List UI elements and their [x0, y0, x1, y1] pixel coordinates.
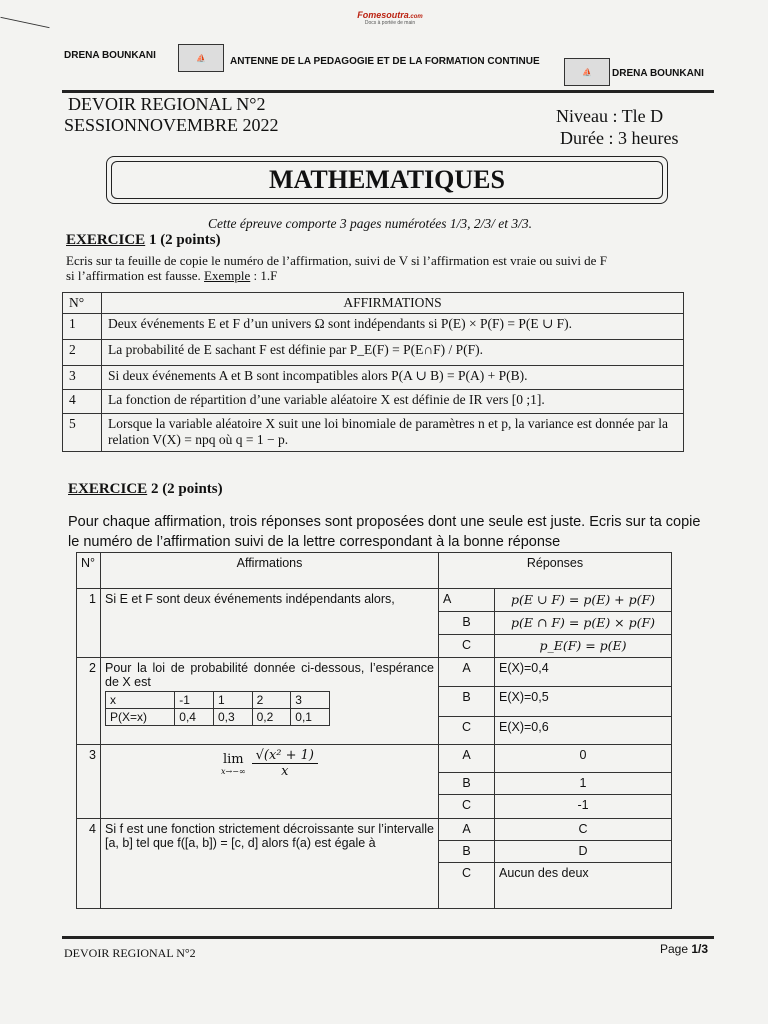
ex1-row-text: Deux événements E et F d’un univers Ω sont indépendants si P(E) × P(F) = P(E ∪ F). — [102, 314, 684, 340]
q2-r4: 0,1 — [291, 709, 330, 726]
footer-rule — [62, 936, 714, 939]
q2-law-table — [105, 691, 330, 726]
exam-niveau: Niveau : Tle D — [556, 106, 664, 126]
q3-a-text: 0 — [495, 745, 672, 773]
ministry-logo-icon: ⛵ — [178, 44, 224, 72]
ex1-row-text: Si deux événements A et B sont incompatibles alors P(A ∪ B) = P(A) + P(B). — [102, 366, 684, 390]
brand-domain: .com — [408, 14, 423, 20]
footer-page-number: 1/3 — [691, 942, 709, 956]
q3-cell — [101, 745, 439, 819]
scan-mark — [0, 17, 49, 28]
q2-text: Pour la loi de probabilité donnée ci-dessous, l’espérance de X est — [105, 661, 434, 689]
q2-h2: 1 — [213, 692, 252, 709]
ex1-instr-2: si l’affirmation est fausse. — [66, 268, 201, 283]
q3-b-letter: B — [439, 773, 495, 795]
q2-c-text: E(X)=0,6 — [495, 717, 672, 745]
footer-page — [660, 942, 708, 956]
q1-c-text: p_E(F) = p(E) — [495, 635, 672, 658]
q3-limit — [105, 748, 434, 779]
q4-num: 4 — [77, 819, 101, 909]
ex1-row-text: La fonction de répartition d’une variable aléatoire X est définie de IR vers [0 ;1]. — [102, 390, 684, 414]
ex1-example-value: : 1.F — [253, 268, 278, 283]
ex1-heading — [66, 232, 221, 249]
table-row — [77, 658, 672, 687]
q2-cell — [101, 658, 439, 745]
q1-num: 1 — [77, 589, 101, 658]
table-row — [77, 819, 672, 841]
ex2-title: EXERCICE — [68, 481, 148, 497]
q2-a-text: E(X)=0,4 — [495, 658, 672, 687]
brand-name: Fomesoutra — [357, 10, 409, 20]
q2-h3: 2 — [252, 692, 291, 709]
ex1-instructions — [66, 253, 706, 283]
ex1-row-num: 3 — [63, 366, 102, 390]
ex1-table — [62, 292, 684, 452]
ex1-col-aff: AFFIRMATIONS — [102, 293, 684, 314]
q3-a-letter: A — [439, 745, 495, 773]
q1-a-letter: A — [439, 589, 495, 612]
q2-h0: x — [106, 692, 175, 709]
table-row — [63, 340, 684, 366]
pages-note: Cette épreuve comporte 3 pages numérotées 1/3, 2/3/ et 3/3. — [208, 216, 533, 231]
q4-a-text: C — [495, 819, 672, 841]
q3-denominator: x — [281, 764, 289, 779]
q3-c-letter: C — [439, 795, 495, 819]
ex1-title: EXERCICE — [66, 232, 146, 248]
subject-title: MATHEMATIQUES — [269, 165, 505, 194]
ex1-row-num: 1 — [63, 314, 102, 340]
subject-box — [106, 156, 668, 204]
ex2-table — [76, 552, 672, 909]
q4-text: Si f est une fonction strictement décroissante sur l’intervalle [a, b] tel que f([a, b]) = [c, d] alors f(a) est égale à — [101, 819, 439, 909]
ex1-example-label: Exemple — [204, 268, 251, 283]
table-row — [63, 314, 684, 340]
q4-b-letter: B — [439, 841, 495, 863]
ex2-col-aff: Affirmations — [101, 553, 439, 589]
q2-r2: 0,3 — [213, 709, 252, 726]
ex1-col-num: N° — [63, 293, 102, 314]
q2-r3: 0,2 — [252, 709, 291, 726]
ex2-col-rep: Réponses — [439, 553, 672, 589]
ex1-row-num: 5 — [63, 414, 102, 452]
header-left: DRENA BOUNKANI — [64, 50, 156, 61]
brand-tagline: Docs à portée de main — [364, 20, 416, 26]
q1-text: Si E et F sont deux événements indépendants alors, — [101, 589, 439, 658]
ex1-row-text: Lorsque la variable aléatoire X suit une loi binomiale de paramètres n et p, la variance est donnée par la relation V(X) = npq où q = 1 − p. — [102, 414, 684, 452]
q2-b-letter: B — [439, 687, 495, 717]
q2-a-letter: A — [439, 658, 495, 687]
q4-c-text: Aucun des deux — [495, 863, 672, 909]
exam-session: SESSIONNOVEMBRE 2022 — [64, 115, 279, 135]
table-row — [63, 366, 684, 390]
ex2-instructions: Pour chaque affirmation, trois réponses sont proposées dont une seule est juste. Ecris sur ta copie le numéro de l’affirmation suivi de la lettre correspondant à la bonne réponse — [68, 514, 701, 550]
q1-b-letter: B — [439, 612, 495, 635]
q3-num: 3 — [77, 745, 101, 819]
ex2-points: 2 (2 points) — [150, 481, 223, 497]
ex2-heading — [68, 481, 223, 498]
q1-b-text: p(E ∩ F) = p(E) × p(F) — [495, 612, 672, 635]
ministry-logo-icon-right: ⛵ — [564, 58, 610, 86]
table-row — [77, 589, 672, 612]
q1-a-text: p(E ∪ F) = p(E) + p(F) — [495, 589, 672, 612]
q4-a-letter: A — [439, 819, 495, 841]
q1-c-letter: C — [439, 635, 495, 658]
header-center: ANTENNE DE LA PEDAGOGIE ET DE LA FORMATION CONTINUE — [230, 56, 540, 67]
q2-r1: 0,4 — [175, 709, 214, 726]
header-rule — [62, 90, 714, 93]
q3-c-text: -1 — [495, 795, 672, 819]
q3-b-text: 1 — [495, 773, 672, 795]
table-row — [77, 745, 672, 773]
footer-left: DEVOIR REGIONAL N°2 — [64, 946, 196, 960]
ex1-row-num: 2 — [63, 340, 102, 366]
table-row — [63, 414, 684, 452]
q2-r0: P(X=x) — [106, 709, 175, 726]
q3-sub: x→−∞ — [221, 766, 246, 776]
q2-c-letter: C — [439, 717, 495, 745]
q2-h1: -1 — [175, 692, 214, 709]
ex1-row-text: La probabilité de E sachant F est définie par P_E(F) = P(E∩F) / P(F). — [102, 340, 684, 366]
q3-lim: lim — [222, 751, 244, 767]
q2-num: 2 — [77, 658, 101, 745]
table-row — [63, 390, 684, 414]
header-right: DRENA BOUNKANI — [612, 68, 704, 79]
exam-title: DEVOIR REGIONAL N°2 — [68, 94, 266, 114]
q4-b-text: D — [495, 841, 672, 863]
ex1-row-num: 4 — [63, 390, 102, 414]
brand-logo — [340, 10, 440, 26]
footer-page-label: Page — [660, 942, 689, 956]
q3-numerator: √(x² + 1) — [252, 748, 318, 764]
q4-c-letter: C — [439, 863, 495, 909]
exam-duree: Durée : 3 heures — [560, 128, 679, 148]
q2-b-text: E(X)=0,5 — [495, 687, 672, 717]
q2-h4: 3 — [291, 692, 330, 709]
ex1-instr-1: Ecris sur ta feuille de copie le numéro de l’affirmation, suivi de V si l’affirmation est vraie ou suivi de F — [66, 253, 607, 268]
ex1-points: 1 (2 points) — [148, 232, 221, 248]
ex2-col-num: N° — [77, 553, 101, 589]
